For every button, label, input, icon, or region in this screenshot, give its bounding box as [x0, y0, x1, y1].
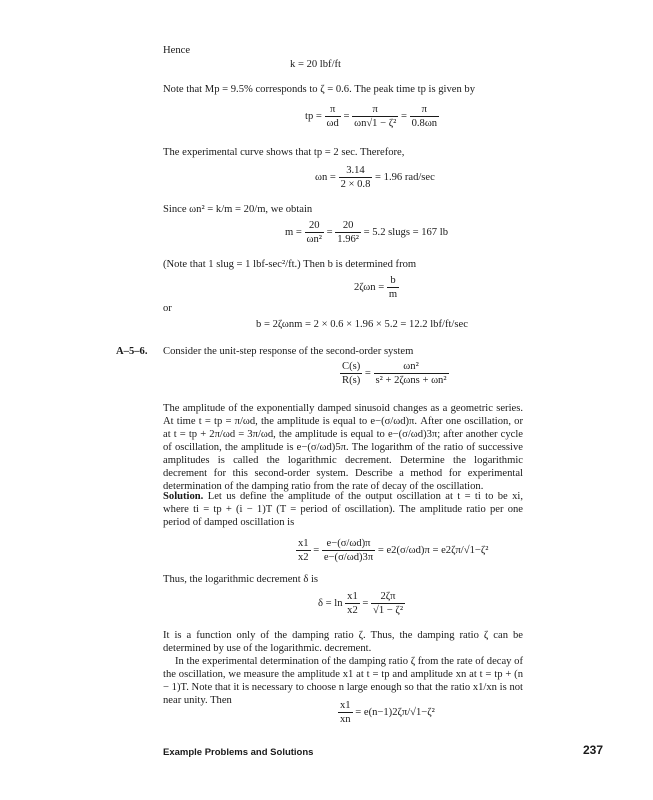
- delta-lhs: δ = ln: [318, 597, 343, 609]
- equation-final: [338, 699, 435, 726]
- problem-label: A–5–6.: [116, 346, 148, 357]
- equation-delta: δ = ln $\frac{x1}{x2}$ = $\frac{2\zeta\pi}{\text{√1 − ζ²}}$: [318, 591, 403, 616]
- m-rhs: = 5.2 slugs = 167 lb: [363, 226, 448, 238]
- footer-title: Example Problems and Solutions: [163, 747, 314, 758]
- tp-num-2: π: [372, 104, 378, 115]
- bdet-lhs: 2ζωn =: [354, 281, 385, 293]
- final-frac: [338, 699, 353, 726]
- paragraph-experimental: In the experimental determination of the damping ratio ζ from the rate of decay of the oscillation, we measure the amplitude x1 at t = tp and amplitude xn at t = tp + (n − 1)T. Note that it is necessary to choose n large enough so that the ratio x1/xn is not near unity. Then: [163, 656, 523, 706]
- equation-m: m = $\frac{20}{\text{ωn²}}$ = $\frac{20}{\text{1.96²}}$ = 5.2 slugs = 167 lb: [285, 220, 448, 245]
- tf-rnum: ωn²: [403, 361, 419, 372]
- wn-rhs: = 1.96 rad/sec: [375, 171, 435, 183]
- final-den: xn: [340, 714, 351, 725]
- ratio-num-1: x1: [298, 538, 309, 549]
- tp-frac-2: [352, 103, 398, 130]
- m-num-2: 20: [342, 220, 354, 231]
- tf-num: C(s): [342, 361, 361, 372]
- equation-b: b = 2ζωnm = 2 × 0.6 × 1.96 × 5.2 = 12.2 lbf/ft/sec: [256, 319, 468, 330]
- page-number: 237: [583, 743, 604, 757]
- equation-transfer-function: $\frac{C(s)}{R(s)}$ = $\frac{\text{ωn²}}{\text{s² + 2ζωns + ωn²}}$: [342, 361, 447, 386]
- tp-den-2: ωn√1 − ζ²: [354, 118, 397, 129]
- text-thus: Thus, the logarithmic decrement δ is: [163, 574, 319, 585]
- text-or: or: [163, 303, 172, 314]
- ratio-den-2: e−(σ/ωd)3π: [323, 552, 374, 563]
- delta-den-1: x2: [347, 605, 358, 616]
- text-hence: Hence: [163, 45, 191, 56]
- delta-den-2: √1 − ζ²: [373, 605, 403, 616]
- equation-amplitude-ratio: $\frac{x1}{x2}$ = $\frac{e-(\sigma/\omega d)\pi}{e-(\sigma/\omega d)3\pi}$ = e2(σ/ωd)π = e2ζπ/√1−ζ²: [298, 538, 489, 563]
- ratio-frac-2: [322, 537, 375, 564]
- m-frac-1: [305, 219, 324, 246]
- wn-num: 3.14: [346, 165, 365, 176]
- tp-frac-1: [325, 103, 341, 130]
- text-note-slug: (Note that 1 slug = 1 lbf-sec²/ft.) Then b is determined from: [163, 259, 417, 270]
- bdet-den: m: [388, 289, 398, 300]
- tp-den-1: ωd: [326, 118, 339, 129]
- ratio-den-1: x2: [298, 552, 309, 563]
- paragraph-solution: [163, 490, 523, 529]
- tf-den: R(s): [342, 375, 361, 386]
- tf-frac-right: [374, 360, 449, 387]
- solution-text: Let us define the amplitude of the output oscillation at t = ti to be xi, where ti = tp + (i − 1)T (T = period of oscillation). The amplitude ratio per one period of damped oscillation is: [163, 491, 524, 528]
- bdet-frac: [387, 274, 399, 301]
- tp-frac-3: [410, 103, 440, 130]
- ratio-mid: = e2(σ/ωd)π: [377, 544, 430, 556]
- delta-frac-2: [371, 590, 405, 617]
- m-frac-2: [335, 219, 361, 246]
- tf-frac-left: [340, 360, 362, 387]
- final-num: x1: [340, 700, 351, 711]
- text-exp-curve: The experimental curve shows that tp = 2 sec. Therefore,: [163, 147, 405, 158]
- delta-num-1: x1: [347, 591, 358, 602]
- ratio-rhs: = e2ζπ/√1−ζ²: [432, 544, 489, 556]
- paragraph-damping-function: It is a function only of the damping ratio ζ. Thus, the damping ratio ζ can be determined by use of the logarithmic. decrement.: [163, 630, 523, 654]
- tp-num-1: π: [329, 104, 336, 115]
- delta-frac-1: [345, 590, 360, 617]
- text-since: Since ωn² = k/m = 20/m, we obtain: [163, 204, 313, 215]
- text-problem-intro: Consider the unit-step response of the second-order system: [163, 346, 414, 357]
- m-den-2: 1.96²: [337, 234, 359, 245]
- wn-frac: [339, 164, 373, 191]
- tp-num-3: π: [421, 104, 428, 115]
- delta-num-2: 2ζπ: [380, 591, 396, 602]
- tf-rden: s² + 2ζωns + ωn²: [375, 375, 447, 386]
- equation-wn: [315, 164, 435, 191]
- wn-den: 2 × 0.8: [340, 179, 371, 190]
- m-lhs: m =: [285, 226, 302, 238]
- ratio-frac-1: [296, 537, 311, 564]
- equation-k: k = 20 lbf/ft: [290, 59, 341, 70]
- paragraph-problem: The amplitude of the exponentially damped sinusoid changes as a geometric series. At time t = tp = π/ωd, the amplitude is equal to e−(σ/ωd)π. After one oscillation, or at t = tp + 2π/ωd = 3π/ωd, the amplitude is equal to e−(σ/ωd)3π; after another cycle of oscillation, the amplitude is e−(σ/ωd)5π. The logarithm of the ratio of successive amplitudes is called the logarithmic decrement. Determine the logarithmic decrement for this second-order system. Describe a method for experimental determination of the damping ratio from the rate of decay of the oscillation.: [163, 403, 523, 492]
- m-den-1: ωn²: [306, 234, 322, 245]
- equation-tp: tp = $\frac{\pi}{\omega d}$ = $\frac{\pi}{\text{ωn√1 − ζ²}}$ = $\frac{\pi}{0.8\omega n}$: [305, 104, 438, 129]
- ratio-num-2: e−(σ/ωd)π: [326, 538, 371, 549]
- text-note-mp: Note that Mp = 9.5% corresponds to ζ = 0.6. The peak time tp is given by: [163, 84, 476, 95]
- equation-b-determined: [354, 274, 399, 301]
- tp-den-3: 0.8ωn: [411, 118, 438, 129]
- solution-label: Solution.: [163, 491, 204, 502]
- final-rhs: = e(n−1)2ζπ/√1−ζ²: [355, 706, 435, 718]
- wn-lhs: ωn =: [315, 171, 336, 183]
- tp-lhs: tp =: [305, 110, 322, 122]
- m-num-1: 20: [308, 220, 320, 231]
- bdet-num: b: [390, 275, 396, 286]
